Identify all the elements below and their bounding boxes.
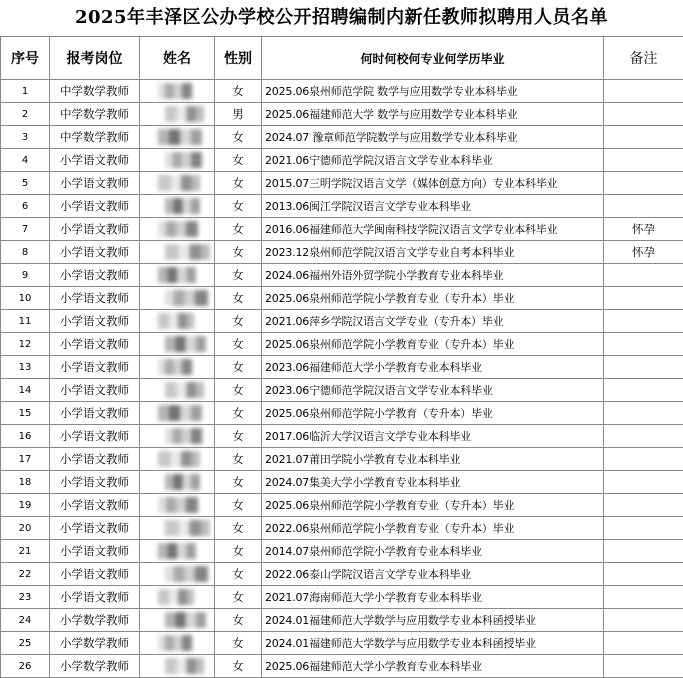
table-header-row <box>1 37 683 80</box>
row-name-redacted <box>140 448 215 471</box>
header-position: 报考岗位 <box>50 37 140 80</box>
table-row <box>1 333 683 356</box>
redaction-mosaic <box>165 198 200 214</box>
row-education: 2021.06萍乡学院汉语言文学专业（专升本）毕业 <box>262 310 604 333</box>
redaction-mosaic <box>158 221 198 237</box>
row-position: 小学语文教师 <box>50 379 140 402</box>
header-education: 何时何校何专业何学历毕业 <box>262 37 604 80</box>
row-number: 23 <box>1 586 50 609</box>
table-row <box>1 448 683 471</box>
table-row <box>1 172 683 195</box>
row-number: 12 <box>1 333 50 356</box>
row-name-redacted <box>140 586 215 609</box>
row-education: 2025.06泉州师范学院小学教育专业（专升本）毕业 <box>262 333 604 356</box>
redaction-mosaic <box>165 382 204 398</box>
table-row <box>1 264 683 287</box>
row-name-redacted <box>140 379 215 402</box>
table-row <box>1 195 683 218</box>
row-name-redacted <box>140 287 215 310</box>
table-row <box>1 218 683 241</box>
row-number: 16 <box>1 425 50 448</box>
row-name-redacted <box>140 103 215 126</box>
row-name-redacted <box>140 655 215 678</box>
row-number: 4 <box>1 149 50 172</box>
row-name-redacted <box>140 356 215 379</box>
row-education: 2015.07三明学院汉语言文学（媒体创意方向）专业本科毕业 <box>262 172 604 195</box>
table-row <box>1 287 683 310</box>
row-position: 小学语文教师 <box>50 310 140 333</box>
row-gender: 女 <box>215 333 262 356</box>
table-row <box>1 379 683 402</box>
row-position: 小学语文教师 <box>50 264 140 287</box>
row-position: 小学语文教师 <box>50 471 140 494</box>
row-note <box>604 540 683 563</box>
table-row <box>1 80 683 103</box>
table-row <box>1 402 683 425</box>
table-row <box>1 310 683 333</box>
row-position: 小学语文教师 <box>50 172 140 195</box>
row-note <box>604 356 683 379</box>
redaction-mosaic <box>165 566 208 582</box>
row-note <box>604 402 683 425</box>
row-education: 2023.12泉州师范学院汉语言文学专业自考本科毕业 <box>262 241 604 264</box>
row-name-redacted <box>140 494 215 517</box>
row-note <box>604 425 683 448</box>
row-position: 小学数学教师 <box>50 632 140 655</box>
row-education: 2013.06闽江学院汉语言文学专业本科毕业 <box>262 195 604 218</box>
row-number: 17 <box>1 448 50 471</box>
row-note <box>604 563 683 586</box>
row-position: 小学语文教师 <box>50 586 140 609</box>
redaction-mosaic <box>158 589 194 605</box>
redaction-mosaic <box>165 520 210 536</box>
row-gender: 女 <box>215 609 262 632</box>
redaction-mosaic <box>158 313 194 329</box>
row-gender: 女 <box>215 586 262 609</box>
header-name: 姓名 <box>140 37 215 80</box>
redaction-mosaic <box>158 359 192 375</box>
row-gender: 女 <box>215 356 262 379</box>
row-note <box>604 517 683 540</box>
row-education: 2017.06临沂大学汉语言文学专业本科毕业 <box>262 425 604 448</box>
row-name-redacted <box>140 333 215 356</box>
row-note <box>604 195 683 218</box>
row-name-redacted <box>140 310 215 333</box>
table-row <box>1 126 683 149</box>
row-note <box>604 264 683 287</box>
row-gender: 女 <box>215 172 262 195</box>
row-gender: 女 <box>215 517 262 540</box>
row-gender: 女 <box>215 471 262 494</box>
row-number: 3 <box>1 126 50 149</box>
row-number: 9 <box>1 264 50 287</box>
row-name-redacted <box>140 632 215 655</box>
row-number: 14 <box>1 379 50 402</box>
redaction-mosaic <box>158 451 200 467</box>
row-name-redacted <box>140 80 215 103</box>
table-row <box>1 494 683 517</box>
row-name-redacted <box>140 195 215 218</box>
redaction-mosaic <box>158 405 202 421</box>
table-body <box>1 80 683 678</box>
row-note <box>604 80 683 103</box>
row-position: 中学数学教师 <box>50 80 140 103</box>
row-name-redacted <box>140 563 215 586</box>
redaction-mosaic <box>158 497 198 513</box>
table-row <box>1 425 683 448</box>
row-note: 怀孕 <box>604 241 683 264</box>
row-gender: 女 <box>215 241 262 264</box>
row-name-redacted <box>140 425 215 448</box>
row-position: 小学语文教师 <box>50 425 140 448</box>
row-name-redacted <box>140 471 215 494</box>
row-gender: 女 <box>215 540 262 563</box>
redaction-mosaic <box>158 175 200 191</box>
row-education: 2024.06福州外语外贸学院小学教育专业本科毕业 <box>262 264 604 287</box>
row-gender: 女 <box>215 563 262 586</box>
row-number: 19 <box>1 494 50 517</box>
table-row <box>1 563 683 586</box>
redaction-mosaic <box>158 83 192 99</box>
row-number: 22 <box>1 563 50 586</box>
row-number: 26 <box>1 655 50 678</box>
row-name-redacted <box>140 540 215 563</box>
row-note <box>604 172 683 195</box>
redaction-mosaic <box>158 635 192 651</box>
row-education: 2024.07 豫章师范学院数学与应用数学专业本科毕业 <box>262 126 604 149</box>
row-education: 2025.06福建师范大学 数学与应用数学专业本科毕业 <box>262 103 604 126</box>
row-position: 小学语文教师 <box>50 494 140 517</box>
row-gender: 女 <box>215 80 262 103</box>
row-note <box>604 287 683 310</box>
redaction-mosaic <box>165 336 206 352</box>
table-row <box>1 471 683 494</box>
redaction-mosaic <box>158 129 202 145</box>
header-gender: 性别 <box>215 37 262 80</box>
row-education: 2023.06福建师范大学小学教育专业本科毕业 <box>262 356 604 379</box>
row-number: 7 <box>1 218 50 241</box>
row-position: 小学语文教师 <box>50 287 140 310</box>
row-education: 2024.01福建师范大学数学与应用数学专业本科函授毕业 <box>262 632 604 655</box>
row-position: 小学语文教师 <box>50 448 140 471</box>
row-gender: 男 <box>215 103 262 126</box>
header-no: 序号 <box>1 37 50 80</box>
row-number: 5 <box>1 172 50 195</box>
row-position: 中学数学教师 <box>50 126 140 149</box>
row-gender: 女 <box>215 287 262 310</box>
row-note <box>604 126 683 149</box>
row-number: 24 <box>1 609 50 632</box>
row-gender: 女 <box>215 149 262 172</box>
table-row <box>1 517 683 540</box>
row-number: 8 <box>1 241 50 264</box>
header-note: 备注 <box>604 37 683 80</box>
row-name-redacted <box>140 517 215 540</box>
row-education: 2023.06宁德师范学院汉语言文学专业本科毕业 <box>262 379 604 402</box>
row-number: 25 <box>1 632 50 655</box>
row-education: 2025.06泉州师范学院 数学与应用数学专业本科毕业 <box>262 80 604 103</box>
redaction-mosaic <box>165 290 208 306</box>
redaction-mosaic <box>158 267 196 283</box>
row-number: 2 <box>1 103 50 126</box>
row-gender: 女 <box>215 655 262 678</box>
row-note <box>604 103 683 126</box>
row-gender: 女 <box>215 195 262 218</box>
row-note <box>604 586 683 609</box>
table-row <box>1 149 683 172</box>
row-position: 中学数学教师 <box>50 103 140 126</box>
row-gender: 女 <box>215 494 262 517</box>
row-education: 2025.06泉州师范学院小学教育专业（专升本）毕业 <box>262 494 604 517</box>
redaction-mosaic <box>165 428 202 444</box>
row-education: 2021.07海南师范大学小学教育专业本科毕业 <box>262 586 604 609</box>
table-row <box>1 632 683 655</box>
row-gender: 女 <box>215 425 262 448</box>
roster-table <box>0 36 683 678</box>
row-position: 小学语文教师 <box>50 195 140 218</box>
row-education: 2021.06宁德师范学院汉语言文学专业本科毕业 <box>262 149 604 172</box>
row-education: 2025.06泉州师范学院小学教育专业（专升本）毕业 <box>262 287 604 310</box>
row-gender: 女 <box>215 310 262 333</box>
row-position: 小学语文教师 <box>50 356 140 379</box>
row-name-redacted <box>140 126 215 149</box>
row-education: 2021.07莆田学院小学教育专业本科毕业 <box>262 448 604 471</box>
row-name-redacted <box>140 402 215 425</box>
row-position: 小学语文教师 <box>50 517 140 540</box>
row-gender: 女 <box>215 218 262 241</box>
row-note <box>604 448 683 471</box>
row-gender: 女 <box>215 264 262 287</box>
row-note <box>604 655 683 678</box>
row-gender: 女 <box>215 632 262 655</box>
row-number: 18 <box>1 471 50 494</box>
row-position: 小学语文教师 <box>50 402 140 425</box>
row-note <box>604 333 683 356</box>
row-note <box>604 471 683 494</box>
table-row <box>1 241 683 264</box>
redaction-mosaic <box>165 152 202 168</box>
row-note <box>604 494 683 517</box>
row-position: 小学语文教师 <box>50 333 140 356</box>
row-number: 15 <box>1 402 50 425</box>
table-row <box>1 655 683 678</box>
row-number: 20 <box>1 517 50 540</box>
row-education: 2025.06泉州师范学院小学教育（专升本）毕业 <box>262 402 604 425</box>
row-gender: 女 <box>215 379 262 402</box>
row-position: 小学数学教师 <box>50 609 140 632</box>
row-number: 11 <box>1 310 50 333</box>
redaction-mosaic <box>165 244 210 260</box>
row-education: 2024.07集美大学小学教育专业本科毕业 <box>262 471 604 494</box>
row-position: 小学语文教师 <box>50 563 140 586</box>
row-note <box>604 149 683 172</box>
table-row <box>1 103 683 126</box>
table-row <box>1 540 683 563</box>
row-position: 小学数学教师 <box>50 655 140 678</box>
table-row <box>1 609 683 632</box>
row-position: 小学语文教师 <box>50 241 140 264</box>
row-education: 2022.06泉州师范学院小学教育专业（专升本）毕业 <box>262 517 604 540</box>
row-note <box>604 609 683 632</box>
row-number: 6 <box>1 195 50 218</box>
row-name-redacted <box>140 172 215 195</box>
row-note <box>604 310 683 333</box>
row-education: 2014.07泉州师范学院小学教育专业本科毕业 <box>262 540 604 563</box>
row-name-redacted <box>140 264 215 287</box>
row-education: 2016.06福建师范大学闽南科技学院汉语言文学专业本科毕业 <box>262 218 604 241</box>
redaction-mosaic <box>165 658 204 674</box>
redaction-mosaic <box>165 474 200 490</box>
row-education: 2024.01福建师范大学数学与应用数学专业本科函授毕业 <box>262 609 604 632</box>
row-position: 小学语文教师 <box>50 540 140 563</box>
row-gender: 女 <box>215 402 262 425</box>
table-row <box>1 586 683 609</box>
row-name-redacted <box>140 218 215 241</box>
row-name-redacted <box>140 149 215 172</box>
row-note <box>604 379 683 402</box>
redaction-mosaic <box>165 106 204 122</box>
row-number: 21 <box>1 540 50 563</box>
document-title: 2025年丰泽区公办学校公开招聘编制内新任教师拟聘用人员名单 <box>0 0 683 36</box>
row-note <box>604 632 683 655</box>
row-number: 1 <box>1 80 50 103</box>
table-row <box>1 356 683 379</box>
row-gender: 女 <box>215 126 262 149</box>
row-name-redacted <box>140 241 215 264</box>
row-gender: 女 <box>215 448 262 471</box>
row-name-redacted <box>140 609 215 632</box>
row-position: 小学语文教师 <box>50 149 140 172</box>
row-number: 10 <box>1 287 50 310</box>
row-education: 2025.06福建师范大学小学教育专业本科毕业 <box>262 655 604 678</box>
row-education: 2022.06泰山学院汉语言文学专业本科毕业 <box>262 563 604 586</box>
row-note: 怀孕 <box>604 218 683 241</box>
row-position: 小学语文教师 <box>50 218 140 241</box>
redaction-mosaic <box>165 612 206 628</box>
redaction-mosaic <box>158 543 196 559</box>
row-number: 13 <box>1 356 50 379</box>
